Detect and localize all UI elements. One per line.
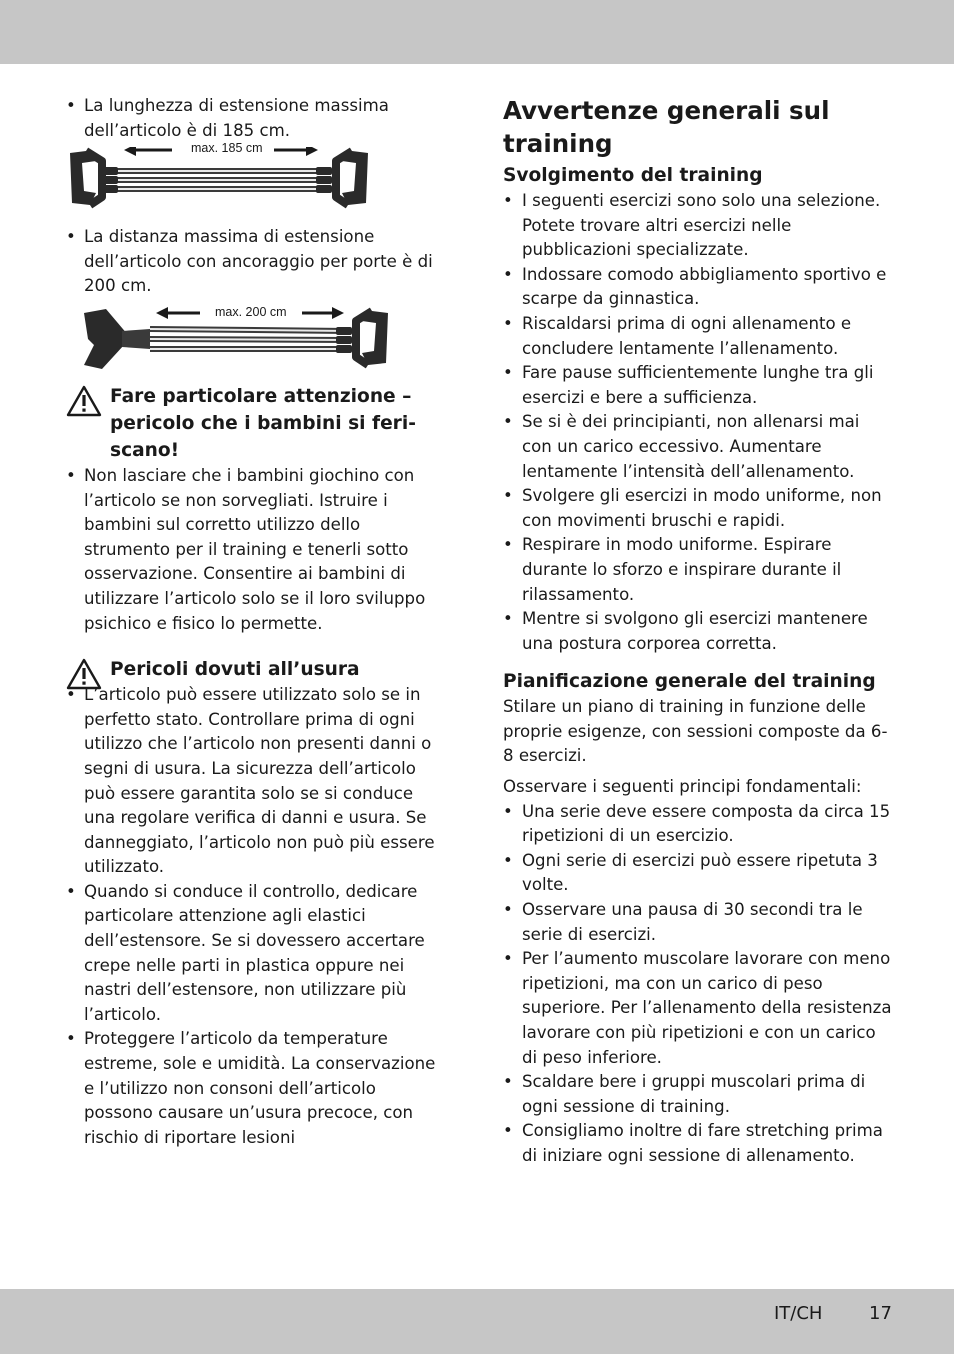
warning-children-heading bbox=[66, 383, 446, 464]
bullet-list-warning-children bbox=[66, 464, 446, 636]
expander-figure-185 bbox=[66, 141, 446, 215]
list-item: • Indossare comodo abbigliamento sportivo e scarpe da ginnastica. bbox=[503, 263, 893, 312]
footer-language: IT/CH bbox=[774, 1303, 823, 1324]
header-bar bbox=[0, 0, 954, 64]
list-item: • La lunghezza di estensione massima dell’articolo è di 185 cm. bbox=[66, 94, 446, 143]
warning-wear-heading bbox=[66, 656, 446, 683]
list-item: • Ogni serie di esercizi può essere ripetuta 3 volte. bbox=[503, 849, 893, 898]
list-item: • I seguenti esercizi sono solo una selezione. Potete trovare altri esercizi nelle pubblicazioni specializzate. bbox=[503, 189, 893, 263]
bullet-list-warning-wear bbox=[66, 683, 446, 1150]
figure-label: max. 185 cm bbox=[188, 141, 266, 155]
list-item: • Svolgere gli esercizi in modo uniforme, non con movimenti bruschi e rapidi. bbox=[503, 484, 893, 533]
list-item: • Consigliamo inoltre di fare stretching prima di iniziare ogni sessione di allenamento. bbox=[503, 1119, 893, 1168]
list-item: • Respirare in modo uniforme. Espirare durante lo sforzo e inspirare durante il rilassamento. bbox=[503, 533, 893, 607]
page-number: 17 bbox=[869, 1303, 892, 1324]
expander-figure-200 bbox=[66, 305, 446, 373]
list-item: • Per l’aumento muscolare lavorare con meno ripetizioni, ma con un carico di peso superiore. Per l’allenamento della resistenza lavorare con più ripetizioni e con un carico di peso inferiore. bbox=[503, 947, 893, 1070]
list-item: • Proteggere l’articolo da temperature estreme, sole e umidità. La conservazione e l’utilizzo non consoni dell’articolo possono causare un’usura precoce, con rischio di riportare lesioni bbox=[66, 1027, 446, 1150]
expander-illustration bbox=[66, 147, 386, 215]
list-item: • Scaldare bere i gruppi muscolari prima di ogni sessione di training. bbox=[503, 1070, 893, 1119]
right-column bbox=[503, 94, 893, 1169]
list-item: • La distanza massima di estensione dell’articolo con ancoraggio per porte è di 200 cm. bbox=[66, 225, 446, 299]
bullet-list-top bbox=[66, 94, 446, 143]
list-item: • Una serie deve essere composta da circa 15 ripetizioni di un esercizio. bbox=[503, 800, 893, 849]
warning-title: Fare particolare attenzione – pericolo che i bambini si feriscano! bbox=[110, 385, 416, 461]
subsection-heading: Pianificazione generale del training bbox=[503, 671, 876, 693]
list-item: • Se si è dei principianti, non allenarsi mai con un carico eccessivo. Aumentare lentamente l’intensità dell’allenamento. bbox=[503, 410, 893, 484]
left-column bbox=[66, 94, 446, 1150]
warning-icon bbox=[66, 385, 102, 417]
list-item: • Fare pause sufficientemente lunghe tra gli esercizi e bere a sufficienza. bbox=[503, 361, 893, 410]
list-item: • Non lasciare che i bambini giochino con l’articolo se non sorvegliati. Istruire i bambini sul corretto utilizzo dello strumento per il training e tenerli sotto osservazione. Consentire ai bambini di utilizzare l’articolo solo se il loro sviluppo psichico e fisico lo permette. bbox=[66, 464, 446, 636]
warning-title: Pericoli dovuti all’usura bbox=[110, 659, 360, 681]
bullet-list-principles bbox=[503, 800, 893, 1169]
bullet-list-mid bbox=[66, 225, 446, 299]
list-item: • Quando si conduce il controllo, dedicare particolare attenzione agli elastici dell’estensore. Se si dovessero accertare crepe nelle parti in plastica oppure nei nastri dell’estensore, non utilizzare più l’articolo. bbox=[66, 880, 446, 1028]
paragraph: Osservare i seguenti principi fondamentali: bbox=[503, 777, 862, 797]
list-item: • Osservare una pausa di 30 secondi tra le serie di esercizi. bbox=[503, 898, 893, 947]
paragraph: Stilare un piano di training in funzione delle proprie esigenze, con sessioni composte da 6-8 esercizi. bbox=[503, 697, 888, 766]
figure-label: max. 200 cm bbox=[212, 305, 290, 319]
subsection-heading: Svolgimento del training bbox=[503, 165, 763, 186]
list-item: • L’articolo può essere utilizzato solo se in perfetto stato. Controllare prima di ogni utilizzo che l’articolo non presenti danni o segni di usura. La sicurezza dell’articolo può essere garantita solo se si conduce una regolare verifica di danni e usura. Se danneggiato, l’articolo non può più essere utilizzato. bbox=[66, 683, 446, 880]
bullet-list-training bbox=[503, 189, 893, 656]
section-title: Avvertenze generali sul training bbox=[503, 96, 830, 158]
list-item: • Mentre si svolgono gli esercizi mantenere una postura corporea corretta. bbox=[503, 607, 893, 656]
list-item: • Riscaldarsi prima di ogni allenamento e concludere lentamente l’allenamento. bbox=[503, 312, 893, 361]
